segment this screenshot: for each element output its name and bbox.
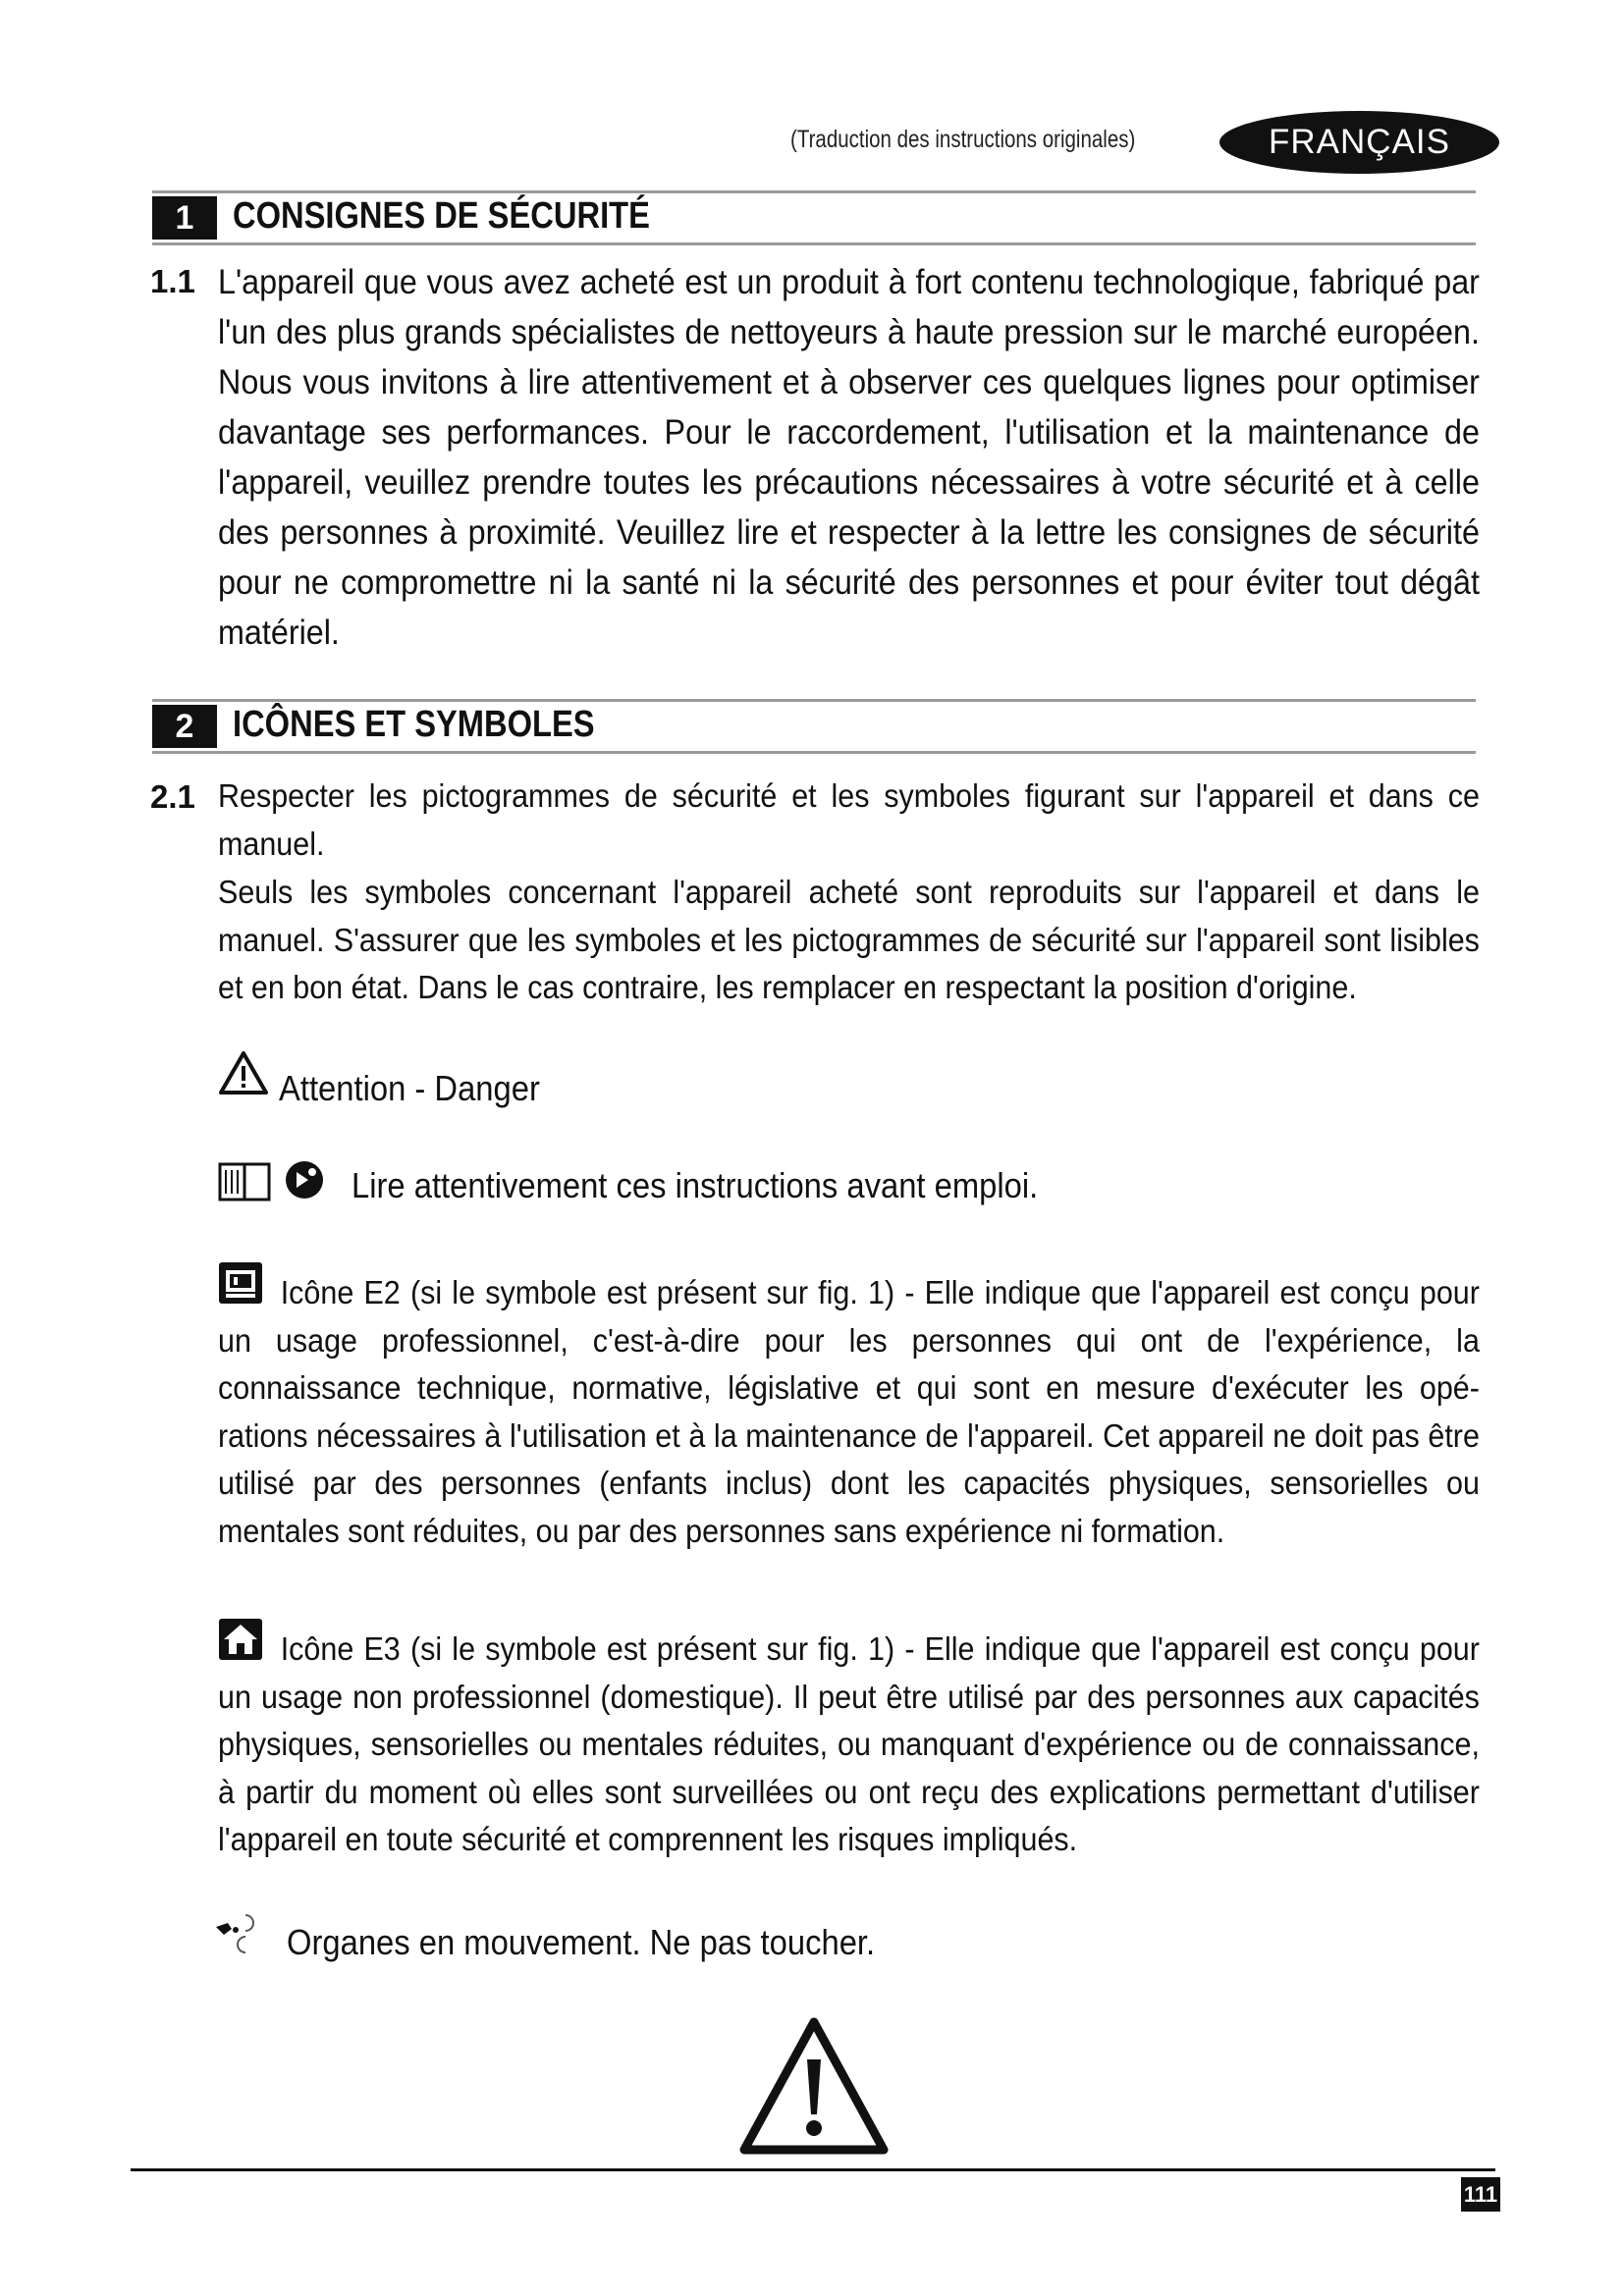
page-number: 111 (1461, 2177, 1500, 2212)
section-2-header (152, 699, 1476, 754)
paragraph-text: Respecter les pictogrammes de sécurité et les symboles figurant sur l'appareil et dans ce manuel. (218, 778, 1480, 863)
warning-triangle-icon (218, 1050, 269, 1095)
paragraph-text: L'appareil que vous avez acheté est un produit à fort contenu technologique, fabriqué par l'un des plus grands spécialistes de nettoyeurs à haute pression sur le marché européen. Nous vous invitons à lire attentivement et à observer ces quelques lignes pour optimiser davantage ses performances. Pour le raccordement, l'utilisation et la maintenance de l'appareil, veuillez prendre toutes les précautions nécessaires à votre sécurité et à celle des personnes à proximité. Veuillez lire et respecter à la lettre les consignes de sécurité pour ne compromettre ni la santé ni la sécurité des personnes et pour éviter tout dégât matériel. (218, 262, 1480, 652)
paragraph-number: 1.1 (150, 263, 195, 299)
section-number: 2 (152, 705, 217, 748)
section-title: ICÔNES ET SYMBOLES (233, 704, 595, 745)
footer-rule (131, 2168, 1495, 2171)
section-number: 1 (152, 196, 217, 240)
paragraph-text-continued: Seuls les symboles concernant l'appareil acheté sont reproduits sur l'appareil et dans le manuel. S'assurer que les symboles et les pictogrammes de sécurité sur l'appareil sont lisibles et en bon état. Dans le cas contraire, les remplacer en respectant la position d'origine. (218, 875, 1480, 1007)
language-badge: FRANÇAIS (1219, 111, 1499, 174)
symbol-text: Attention - Danger (279, 1068, 540, 1108)
symbol-text: Icône E2 (si le symbole est présent sur fig. 1) - Elle indique que l'appareil est conçu pour un usage professionnel, c'est-à-dire pour les personnes qui ont de l'expérience, la connaissance technique, normative, législative et qui sont en mesure d'exécuter les opé-rations nécessaires à l'utilisation et à la maintenance de l'appareil. Cet appareil ne doit pas être utilisé par des personnes (enfants inclus) dont les capacités physiques, sensorielles ou mentales sont réduites, ou par des personnes sans expérience ni formation. (218, 1275, 1480, 1550)
section-title: CONSIGNES DE SÉCURITÉ (233, 195, 650, 237)
large-warning-icon (738, 2016, 890, 2156)
book-icon (218, 1158, 336, 1203)
symbol-text: Icône E3 (si le symbole est présent sur fig. 1) - Elle indique que l'appareil est conçu pour un usage non professionnel (domestique). Il peut être utilisé par des personnes aux capacités physiques, sensorielles ou mentales réduites, ou manquant d'expérience ou de connaissance, à partir du moment où elles sont surveillées ou ont reçu des explications permettant d'utiliser l'appareil en toute sécurité et comprennent les risques impliqués. (218, 1631, 1480, 1859)
translation-note: (Traduction des instructions originales) (790, 126, 1136, 153)
paragraph-number: 2.1 (150, 778, 195, 815)
symbol-text: Organes en mouvement. Ne pas toucher. (287, 1922, 876, 1962)
moving-parts-icon (214, 1909, 269, 1958)
section-1-header (152, 190, 1476, 245)
symbol-text: Lire attentivement ces instructions avant emploi. (352, 1165, 1039, 1205)
